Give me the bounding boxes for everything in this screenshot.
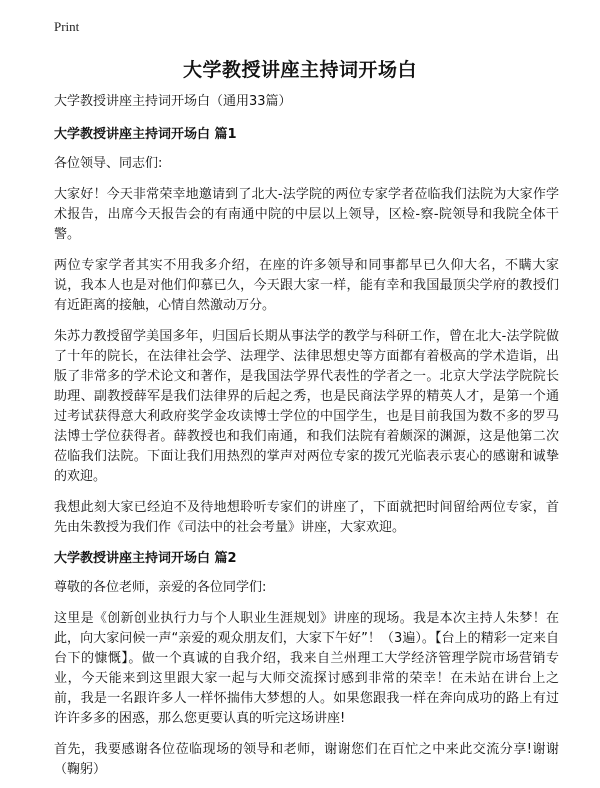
section-heading: 大学教授讲座主持词开场白 篇2 [54,551,237,566]
document-body [54,92,559,788]
section-1 [54,125,559,538]
section-heading: 大学教授讲座主持词开场白 篇1 [54,127,237,142]
print-label: Print [54,19,80,34]
greeting: 各位领导、同志们: [54,156,163,171]
paragraph: 这里是《创新创业执行力与个人职业生涯规划》讲座的现场。我是本次主持人朱梦！在此，向大家问候一声“亲爱的观众朋友们，大家下午好”！（3遍）。【台上的精彩一定来自台下的慷慨】。做一个真诚的自我介绍，我来自兰州理工大学经济管理学院市场营销专业，今天能来到这里跟大家一起与大师交流探讨感到非常的荣幸！在未站在讲台上之前，我是一名跟许多人一样怀揣伟大梦想的人。如果您跟我一样在奔向成功的路上有过许许多多的困惑，那么您更要认真的听完这场讲座! [54,611,559,726]
paragraph: 两位专家学者其实不用我多介绍，在座的许多领导和同事都早已久仰大名，不瞒大家说，我本人也是对他们仰慕已久，今天跟大家一样，能有幸和我国最顶尖学府的教授们有近距离的接触，心情自然激动万分。 [54,258,559,313]
paragraph: 大家好！今天非常荣幸地邀请到了北大-法学院的两位专家学者莅临我们法院为大家作学术报告，出席今天报告会的有南通中院的中层以上领导，区检-察-院领导和我院全体干警。 [54,187,559,242]
greeting: 尊敬的各位老师，亲爱的各位同学们: [54,580,267,595]
paragraph: 朱苏力教授留学美国多年，归国后长期从事法学的教学与科研工作，曾在北大-法学院做了十年的院长，在法律社会学、法理学、法律思想史等方面都有着极高的学术造诣，出版了非常多的学术论文和著作，是我国法学界代表性的学者之一。北京大学法学院院长助理、副教授薛军是我们法律界的后起之秀，也是民商法学界的精英人才，是第一个通过考试获得意大利政府奖学金攻读博士学位的中国学生，也是目前我国为数不多的罗马法博士学位获得者。薛教授也和我们南通，和我们法院有着颇深的渊源，这是他第二次莅临我们法院。下面让我们用热烈的掌声对两位专家的拨冗光临表示衷心的感谢和诚挚的欢迎。 [54,329,559,484]
document-title: 大学教授讲座主持词开场白 [182,59,417,81]
paragraph: 首先，我要感谢各位莅临现场的领导和老师，谢谢您们在百忙之中来此交流分享!谢谢（鞠躬） [54,742,559,777]
section-2 [54,549,559,780]
document-subtitle: 大学教授讲座主持词开场白（通用33篇） [54,94,292,109]
paragraph: 我想此刻大家已经迫不及待地想聆听专家们的讲座了，下面就把时间留给两位专家，首先由朱教授为我们作《司法中的社会考量》讲座，大家欢迎。 [54,500,559,535]
